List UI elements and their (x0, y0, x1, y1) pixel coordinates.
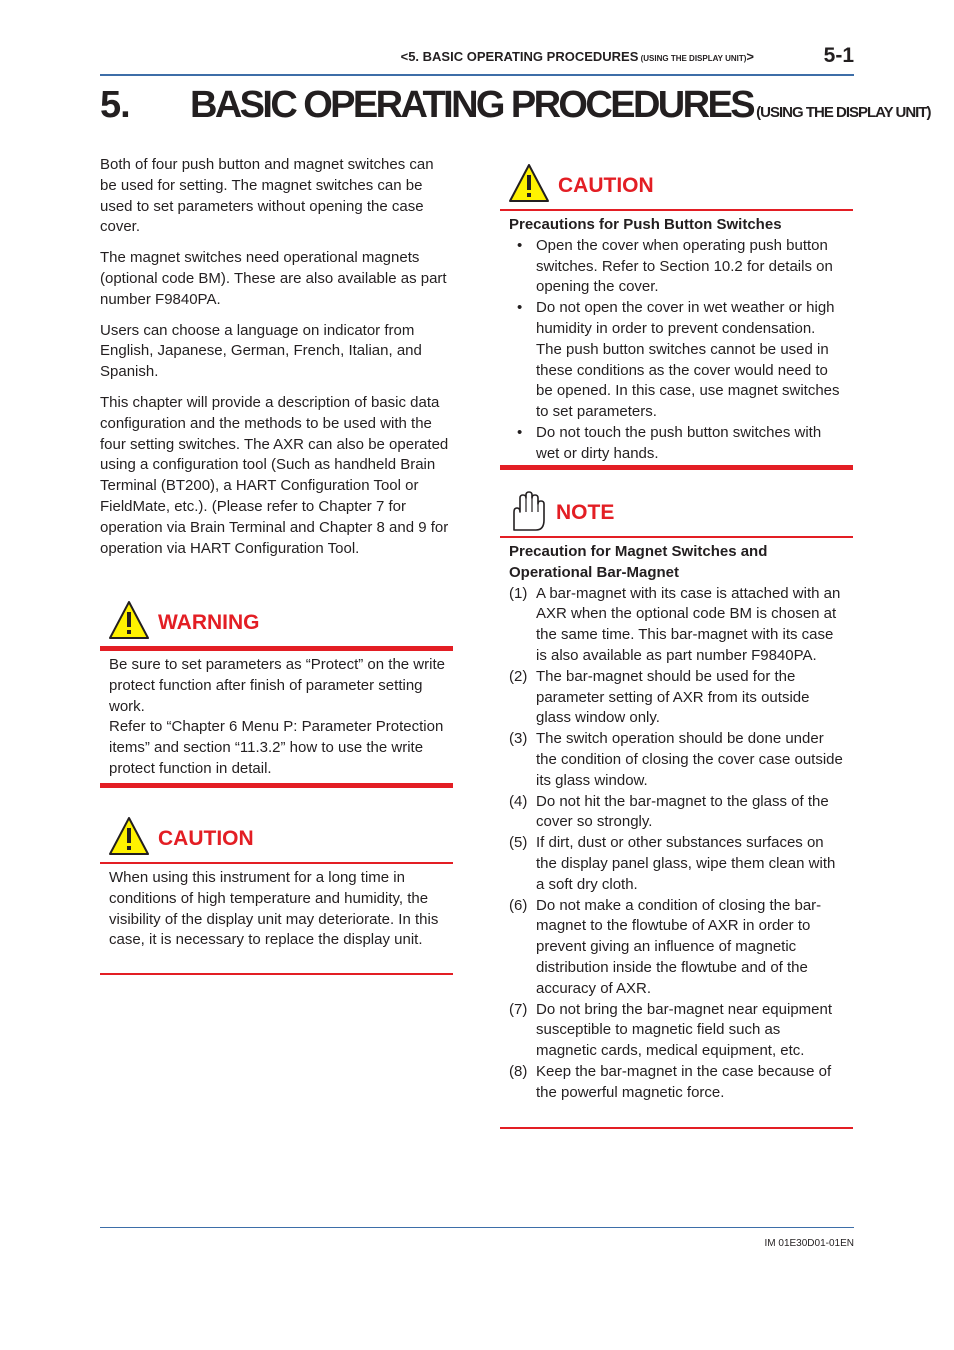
caution-heading: Precautions for Push Button Switches (509, 216, 782, 233)
warning-body (100, 651, 453, 783)
caution-label: CAUTION (158, 827, 254, 850)
list-item-number: (4) (509, 792, 528, 810)
page-number: 5-1 (823, 44, 854, 67)
list-item (509, 729, 845, 791)
warning-line: Refer to “Chapter 6 Menu P: Parameter Protection items” and section “11.3.2” how to use the write protect function in detail. (109, 718, 444, 777)
list-item-text: Do not hit the bar-magnet to the glass of the cover so strongly. (536, 792, 829, 831)
caution-bullet-list (509, 236, 845, 465)
warning-box (100, 600, 453, 788)
intro-paragraph: Both of four push button and magnet switches can be used for setting. The magnet switches can be used to set parameters without opening the case cover. (100, 156, 434, 236)
hand-stop-icon (504, 490, 548, 532)
caution-bottom-rule (500, 465, 853, 470)
running-header (100, 44, 854, 74)
list-item (509, 236, 845, 298)
running-title-end: > (746, 49, 754, 64)
list-item (509, 423, 845, 465)
list-item-text: The bar-magnet should be used for the parameter setting of AXR from its outside glass window only. (536, 667, 810, 727)
list-item-number: (8) (509, 1062, 528, 1080)
note-body (500, 538, 853, 1127)
list-item (509, 833, 845, 895)
caution-box-left (100, 816, 453, 975)
intro-paragraph: Users can choose a language on indicator from English, Japanese, German, French, Italian, and Spanish. (100, 321, 422, 381)
running-title-small: (USING THE DISPLAY UNIT) (638, 54, 747, 63)
list-item-number: (5) (509, 834, 528, 852)
caution-header (500, 163, 853, 209)
bullet-icon: • (517, 236, 523, 254)
list-item-text: Do not open the cover in wet weather or high humidity in order to prevent condensation. The push button switches cannot be used in these conditions as the cover would need to be opened. In this case, use magnet switches to set parameters. (536, 299, 840, 421)
caution-body (100, 864, 453, 973)
list-item-text: Open the cover when operating push button switches. Refer to Section 10.2 for details on opening the cover. (536, 236, 833, 296)
note-bottom-rule (500, 1127, 853, 1129)
caution-bottom-rule (100, 973, 453, 975)
bullet-icon: • (517, 423, 523, 441)
intro-text (100, 155, 450, 569)
list-item (509, 896, 845, 1000)
note-numbered-list (509, 584, 845, 1104)
chapter-heading (100, 84, 931, 130)
list-item-text: If dirt, dust or other substances surfaces on the display panel glass, wipe them clean with a soft dry cloth. (536, 834, 836, 893)
list-item-number: (6) (509, 896, 528, 914)
caution-label: CAUTION (558, 174, 654, 197)
list-item-text: Keep the bar-magnet in the case because of the powerful magnetic force. (536, 1062, 832, 1101)
running-title-main: <5. BASIC OPERATING PROCEDURES (400, 49, 639, 64)
warning-label: WARNING (158, 611, 260, 634)
list-item (509, 1000, 845, 1062)
header-rule (100, 74, 854, 76)
list-item-number: (2) (509, 667, 528, 685)
chapter-title-main: BASIC OPERATING PROCEDURES (190, 84, 753, 126)
chapter-title-sub: (USING THE DISPLAY UNIT) (752, 104, 931, 121)
list-item (509, 667, 845, 729)
caution-triangle-icon (108, 816, 150, 856)
intro-paragraph: This chapter will provide a description of basic data configuration and the methods to be used with the four setting switches. The AXR can also be operated using a configuration tool (Such as handheld Brain Terminal (BT200), a HART Configuration Tool or FieldMate, etc.). (Please refer to Chapter 7 for operation via Brain Terminal and Chapter 8 and 9 for operation via HART Configuration Tool. (100, 393, 449, 557)
note-heading: Precaution for Magnet Switches and Operational Bar-Magnet (509, 543, 768, 581)
list-item (509, 298, 845, 423)
note-label: NOTE (556, 501, 615, 524)
chapter-title (190, 84, 931, 127)
list-item-text: A bar-magnet with its case is attached with an AXR when the optional code BM is chosen at the same time. This bar-magnet with its case is also available as part number F9840PA. (536, 584, 841, 664)
note-box (500, 490, 853, 1129)
list-item-text: Do not bring the bar-magnet near equipment susceptible to magnetic field such as magnetic cards, medical equipment, etc. (536, 1000, 833, 1060)
running-title (401, 49, 754, 64)
footer-rule (100, 1227, 854, 1228)
note-header (500, 490, 853, 536)
warning-bottom-rule (100, 783, 453, 788)
list-item-text: Do not make a condition of closing the bar-magnet to the flowtube of AXR in order to prevent giving an influence of magnetic distribution inside the flowtube and of the accuracy of AXR. (536, 896, 822, 997)
warning-header (100, 600, 453, 646)
caution-body (500, 211, 853, 465)
warning-line: Be sure to set parameters as “Protect” on the write protect function after finish of parameter setting work. (109, 656, 445, 715)
warning-triangle-icon (108, 600, 150, 640)
caution-header (100, 816, 453, 862)
list-item (509, 584, 845, 667)
list-item-text: Do not touch the push button switches with wet or dirty hands. (536, 423, 822, 462)
list-item-number: (1) (509, 584, 528, 602)
document-id: IM 01E30D01-01EN (764, 1238, 854, 1249)
list-item-number: (3) (509, 730, 528, 748)
list-item-number: (7) (509, 1000, 528, 1018)
list-item (509, 792, 845, 834)
bullet-icon: • (517, 299, 523, 317)
chapter-number: 5. (100, 84, 130, 126)
list-item-text: The switch operation should be done under the condition of closing the cover case outside its glass window. (536, 730, 843, 789)
list-item (509, 1062, 845, 1104)
caution-text: When using this instrument for a long time in conditions of high temperature and humidity, the visibility of the display unit may deteriorate. In this case, it is necessary to replace the display unit. (109, 869, 439, 949)
intro-paragraph: The magnet switches need operational magnets (optional code BM). These are also available as part number F9840PA. (100, 249, 447, 308)
caution-box-right (500, 163, 853, 470)
caution-triangle-icon (508, 163, 550, 203)
